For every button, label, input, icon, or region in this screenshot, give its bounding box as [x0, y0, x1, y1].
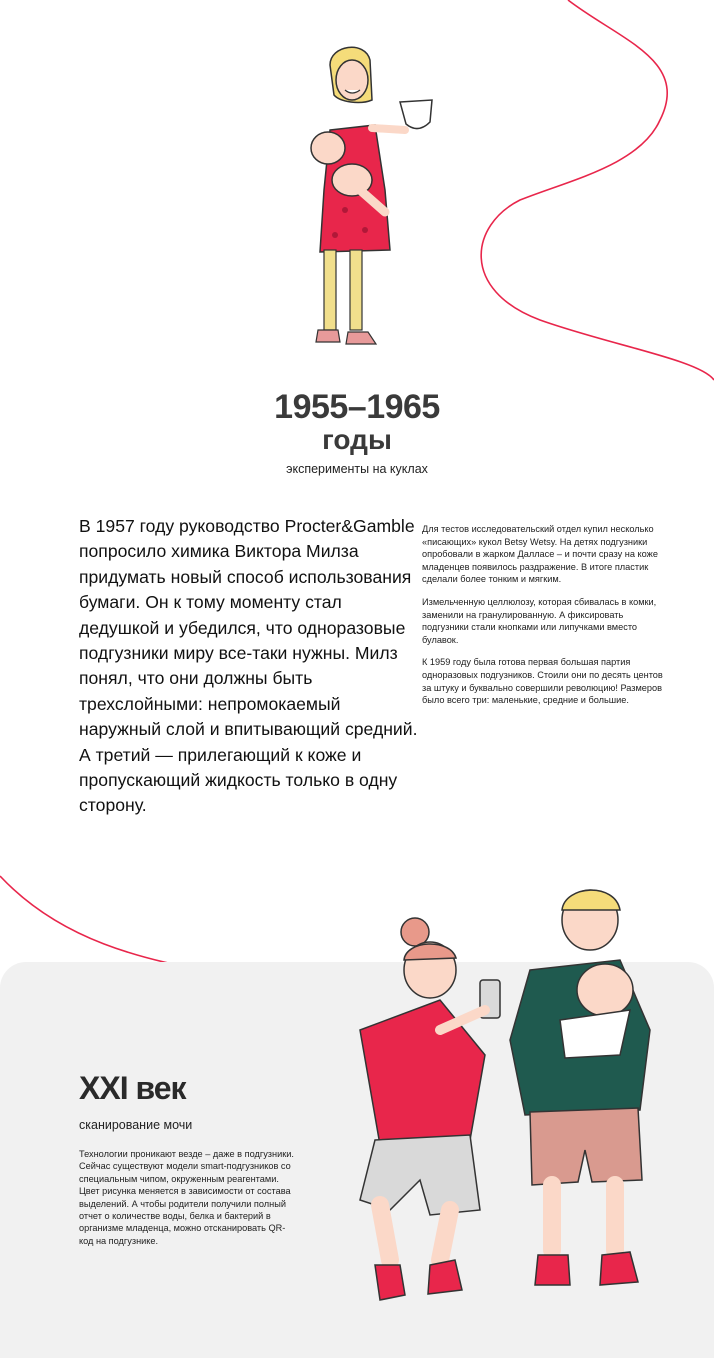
parents-with-baby-illustration: [320, 880, 700, 1340]
side-column: [422, 523, 672, 717]
xxi-subtitle: сканирование мочи: [79, 1118, 193, 1132]
period-years: 1955–1965: [274, 388, 440, 426]
xxi-title: XXI век: [79, 1070, 186, 1106]
period-subtitle: эксперименты на куклах: [286, 462, 428, 476]
side-paragraph-1: Для тестов исследовательский отдел купил несколько «писающих» кукол Betsy Wetsy. На детях подгузники опробовали в жарком Далласе – и почти сразу на коже младенцев появилось раздражение. В итоге пластик сделали более тонким и мягким.: [422, 524, 658, 585]
side-paragraph-2: Измельченную целлюлозу, которая сбивалась в комки, заменили на гранулированную. А фиксировать подгузники стали кнопками или липучками вместо булавок.: [422, 596, 657, 645]
period-word: годы: [322, 424, 392, 455]
mother-with-baby-illustration: [290, 40, 450, 360]
xxi-paragraph: Технологии проникают везде – даже в подгузники. Сейчас существуют модели smart-подгузников со специальным чипом, окруженным реагентами. Цвет рисунка меняется в зависимости от состава выделений. А чтобы родители получили полный отчет о количестве воды, белка и бактерий в организме младенца, можно отсканировать QR-код на подгузнике.: [79, 1149, 294, 1246]
main-paragraph: В 1957 году руководство Procter&Gamble попросило химика Виктора Милза придумать новый способ использования бумаги. Он к тому моменту стал дедушкой и убедился, что одноразовые подгузники миру все-таки нужны. Милз понял, что они должны быть трехслойными: непромокаемый наружный слой и впитывающий средний. А третий — прилегающий к коже и пропускающий жидкость только в одну сторону.: [79, 516, 418, 816]
side-paragraph-3: К 1959 году была готова первая большая партия одноразовых подгузников. Стоили они по десять центов за штуку и буквально совершили революцию! Размеров было всего три: маленькие, средние и большие.: [422, 657, 663, 706]
